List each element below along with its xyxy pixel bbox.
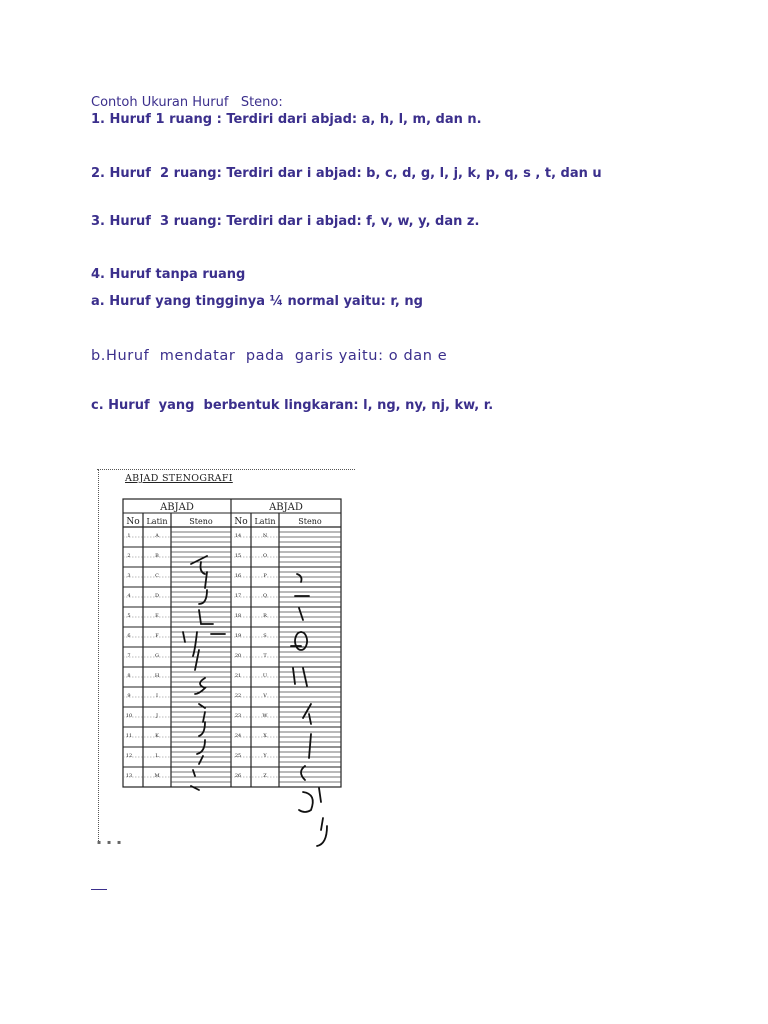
right-group-header: ABJAD: [269, 502, 303, 513]
row-no: 18: [234, 613, 242, 619]
row-latin: V: [263, 693, 267, 699]
steno-stroke: [203, 712, 205, 722]
row-no: 2: [127, 553, 131, 559]
row-latin: P: [263, 573, 267, 579]
steno-stroke: [183, 632, 185, 642]
left-group-header: ABJAD: [160, 502, 194, 513]
row-no: 3: [127, 573, 131, 579]
item-3: 3. Huruf 3 ruang: Terdiri dar i abjad: f, v, w, y, dan z.: [91, 214, 480, 229]
row-no: 11: [125, 733, 133, 739]
steno-stroke: [319, 788, 321, 802]
row-latin: T: [263, 653, 267, 659]
row-latin: M: [154, 773, 160, 779]
col-latin-header: Latin: [146, 517, 168, 526]
steno-stroke: [309, 734, 311, 758]
row-latin: A: [155, 533, 159, 539]
row-latin: L: [155, 753, 159, 759]
col-steno-header: Steno: [189, 517, 213, 526]
item-4c: c. Huruf yang berbentuk lingkaran: l, ng, ny, nj, kw, r.: [91, 398, 494, 413]
row-latin: N: [262, 533, 268, 539]
row-latin: J: [155, 713, 159, 719]
row-latin: E: [155, 613, 159, 619]
row-latin: H: [154, 673, 160, 679]
steno-stroke: [193, 632, 197, 656]
steno-stroke: [321, 818, 323, 830]
row-latin: Z: [263, 773, 267, 779]
cursor-underscore: [91, 889, 107, 890]
row-no: 16: [234, 573, 242, 579]
steno-stroke: [297, 574, 302, 582]
item-2: 2. Huruf 2 ruang: Terdiri dar i abjad: b, c, d, g, l, j, k, p, q, s , t, dan u: [91, 166, 602, 181]
row-latin: G: [155, 653, 159, 659]
item-1: 1. Huruf 1 ruang : Terdiri dari abjad: a, h, l, m, dan n.: [91, 112, 482, 127]
col-no-header: No: [126, 517, 140, 527]
row-no: 12: [125, 753, 133, 759]
steno-stroke: [301, 766, 305, 780]
row-no: 7: [127, 653, 131, 659]
row-latin: F: [155, 633, 159, 639]
row-latin: C: [155, 573, 159, 579]
row-latin: W: [262, 713, 268, 719]
item-4: 4. Huruf tanpa ruang: [91, 267, 246, 282]
row-no: 20: [234, 653, 242, 659]
row-no: 15: [234, 553, 242, 559]
steno-stroke: [193, 770, 195, 776]
item-4b: b.Huruf mendatar pada garis yaitu: o dan e: [91, 348, 448, 364]
steno-stroke: [299, 608, 303, 620]
row-no: 25: [234, 753, 242, 759]
row-no: 21: [234, 673, 242, 679]
steno-stroke: [299, 792, 313, 812]
row-no: 10: [125, 713, 133, 719]
col-no-header: No: [234, 517, 248, 527]
row-no: 24: [234, 733, 242, 739]
steno-alphabet-figure: [95, 467, 355, 849]
heading: Contoh Ukuran Huruf Steno:: [91, 95, 283, 110]
row-latin: B: [155, 553, 159, 559]
row-no: 23: [234, 713, 242, 719]
steno-stroke: [309, 714, 311, 724]
row-no: 4: [127, 593, 131, 599]
figure-footnote-marks: ▪ ▪ ▪: [97, 839, 124, 846]
row-no: 22: [234, 693, 242, 699]
row-no: 19: [234, 633, 242, 639]
row-latin: R: [263, 613, 267, 619]
row-no: 14: [234, 533, 242, 539]
row-no: 17: [234, 593, 242, 599]
steno-stroke: [293, 668, 295, 684]
steno-table: [95, 467, 355, 847]
steno-stroke: [195, 678, 205, 694]
row-latin: Q: [262, 593, 268, 599]
row-no: 9: [127, 693, 131, 699]
row-latin: S: [263, 633, 267, 639]
row-no: 6: [127, 633, 131, 639]
row-no: 8: [127, 673, 131, 679]
row-no: 1: [127, 533, 131, 539]
row-latin: I: [156, 693, 158, 699]
row-no: 5: [127, 613, 131, 619]
row-latin: K: [155, 733, 159, 739]
row-latin: O: [262, 553, 268, 559]
col-latin-header: Latin: [254, 517, 276, 526]
row-latin: U: [262, 673, 268, 679]
item-4a: a. Huruf yang tingginya ¼ normal yaitu: r, ng: [91, 294, 423, 309]
row-no: 13: [125, 773, 133, 779]
row-latin: X: [263, 733, 267, 739]
steno-stroke: [199, 722, 205, 736]
col-steno-header: Steno: [298, 517, 322, 526]
row-latin: D: [154, 593, 160, 599]
figure-title: ABJAD STENOGRAFI: [125, 473, 233, 484]
row-latin: Y: [263, 753, 267, 759]
row-no: 26: [234, 773, 242, 779]
